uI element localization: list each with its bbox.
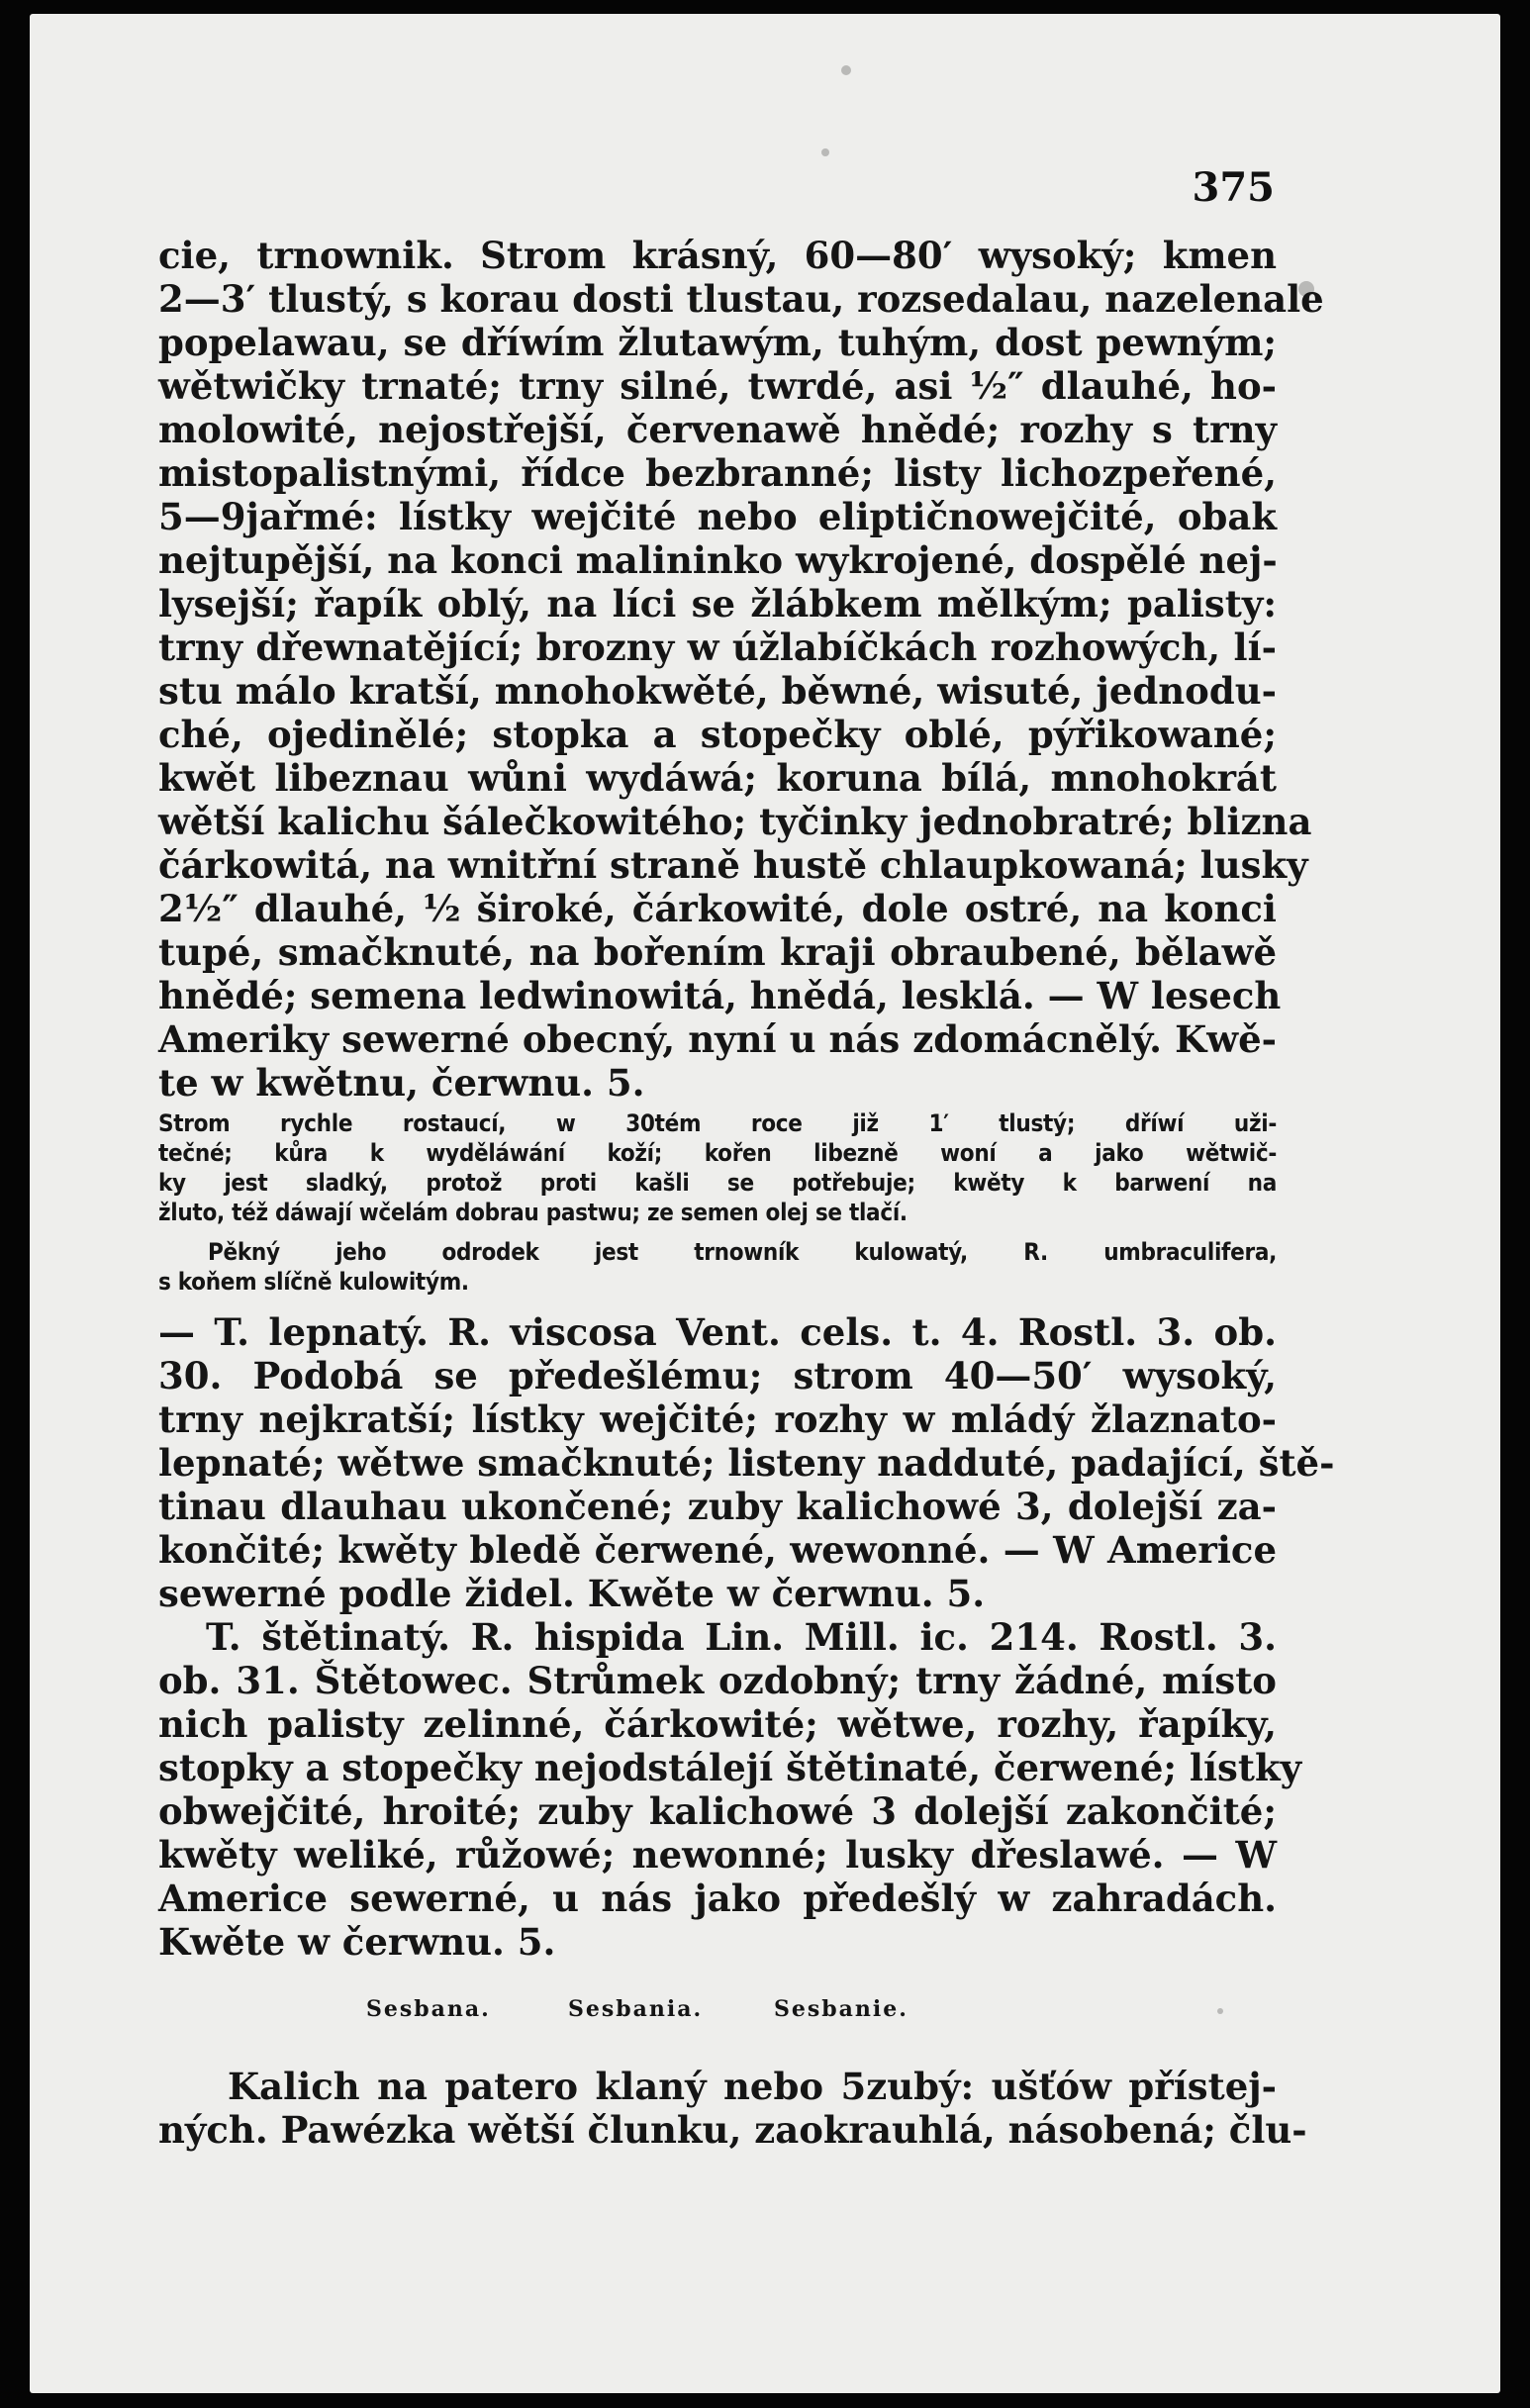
- text-line: 2½″ dlauhé, ½ široké, čárkowité, dole ostré, na konci: [158, 887, 1277, 930]
- text-line: hnědé; semena ledwinowitá, hnědá, lesklá. — W lesech: [158, 974, 1282, 1017]
- text-line: Kwěte w čerwnu. 5.: [158, 1920, 556, 1964]
- text-line: trny nejkratší; lístky wejčité; rozhy w mládý žlaznato-: [158, 1397, 1277, 1441]
- text-line: kwět libeznau wůni wydáwá; koruna bílá, mnohokrát: [158, 756, 1277, 800]
- text-line: ných. Pawézka wětší člunku, zaokrauhlá, násobená; člu-: [158, 2108, 1307, 2152]
- text-line: popelawau, se dříwím žlutawým, tuhým, dost pewným;: [158, 321, 1277, 364]
- text-line: ché, ojedinělé; stopka a stopečky oblé, pýřikowané;: [158, 713, 1277, 756]
- text-line: čárkowitá, na wnitřní straně hustě chlaupkowaná; lusky: [158, 843, 1308, 887]
- text-line: trny dřewnatějící; brozny w úžlabíčkách rozhowých, lí-: [158, 626, 1277, 669]
- text-line: kwěty weliké, růžowé; newonné; lusky dřeslawé. — W: [158, 1833, 1277, 1877]
- note-line: žluto, též dáwají wčelám dobrau pastwu; ze semen olej se tlačí.: [158, 1199, 908, 1226]
- text-line: 30. Podobá se předešlému; strom 40—50′ wysoký,: [158, 1354, 1277, 1397]
- note-line: Pěkný jeho odrodek jest trnowník kulowatý, R. umbraculifera,: [208, 1238, 1277, 1266]
- text-line: wětwičky trnaté; trny silné, twrdé, asi ½″ dlauhé, ho-: [158, 364, 1277, 408]
- book-page: [30, 14, 1500, 2393]
- text-line: ob. 31. Štětowec. Strůmek ozdobný; trny žádné, místo: [158, 1659, 1277, 1702]
- text-line: — T. lepnatý. R. viscosa Vent. cels. t. 4. Rostl. 3. ob.: [158, 1310, 1277, 1354]
- note-line: s koňem slíčně kulowitým.: [158, 1268, 469, 1296]
- section-heading-genus: Sesbana.: [366, 1996, 491, 2022]
- note-line: tečné; kůra k wyděláwání koží; kořen libezně woní a jako wětwič-: [158, 1139, 1277, 1167]
- text-line: wětší kalichu šálečkowitého; tyčinky jednobratré; blizna: [158, 800, 1312, 843]
- paper-speck: [1217, 2008, 1223, 2014]
- page-number: 375: [1192, 164, 1275, 211]
- text-line: Kalich na patero klaný nebo 5zubý: ušťów přístej-: [228, 2065, 1277, 2108]
- text-line: stu málo kratší, mnohokwěté, běwné, wisuté, jednodu-: [158, 669, 1277, 713]
- text-line: nejtupější, na konci malininko wykrojené, dospělé nej-: [158, 538, 1278, 582]
- text-line: lepnaté; wětwe smačknuté; listeny nadduté, padající, ště-: [158, 1441, 1335, 1485]
- text-line: sewerné podle židel. Kwěte w čerwnu. 5.: [158, 1572, 986, 1615]
- text-line: Americe sewerné, u nás jako předešlý w zahradách.: [158, 1877, 1277, 1920]
- text-line: obwejčité, hroité; zuby kalichowé 3 dolejší zakončité;: [158, 1789, 1277, 1833]
- text-line: stopky a stopečky nejodstálejí štětinaté, čerwené; lístky: [158, 1746, 1302, 1789]
- text-line: nich palisty zelinné, čárkowité; wětwe, rozhy, řapíky,: [158, 1702, 1277, 1746]
- text-line: tupé, smačknuté, na bořením kraji obraubené, bělawě: [158, 930, 1277, 974]
- paper-speck: [841, 65, 851, 75]
- text-line: končité; kwěty bledě čerwené, wewonné. — W Americe: [158, 1528, 1277, 1572]
- text-line: mistopalistnými, řídce bezbranné; listy lichozpeřené,: [158, 451, 1277, 495]
- text-line: Ameriky sewerné obecný, nyní u nás zdomácnělý. Kwě-: [158, 1017, 1277, 1061]
- text-line: 5—9jařmé: lístky wejčité nebo eliptičnowejčité, obak: [158, 495, 1277, 538]
- text-line: 2—3′ tlustý, s korau dosti tlustau, rozsedalau, nazelenale: [158, 277, 1324, 321]
- text-line: te w kwětnu, čerwnu. 5.: [158, 1061, 645, 1105]
- section-heading-variant: Sesbanie.: [774, 1996, 908, 2022]
- text-line: T. štětinatý. R. hispida Lin. Mill. ic. 214. Rostl. 3.: [206, 1615, 1277, 1659]
- text-line: lysejší; řapík oblý, na líci se žlábkem mělkým; palisty:: [158, 582, 1277, 626]
- text-line: tinau dlauhau ukončené; zuby kalichowé 3, dolejší za-: [158, 1485, 1277, 1528]
- note-line: Strom rychle rostaucí, w 30tém roce již 1′ tlustý; dříwí uži-: [158, 1109, 1277, 1137]
- text-line: cie, trnownik. Strom krásný, 60—80′ wysoký; kmen: [158, 234, 1277, 277]
- text-line: molowité, nejostřejší, červenawě hnědé; rozhy s trny: [158, 408, 1277, 451]
- paper-speck: [821, 148, 829, 156]
- note-line: ky jest sladký, protož proti kašli se potřebuje; kwěty k barwení na: [158, 1169, 1277, 1197]
- section-heading-latin: Sesbaniа.: [568, 1996, 704, 2022]
